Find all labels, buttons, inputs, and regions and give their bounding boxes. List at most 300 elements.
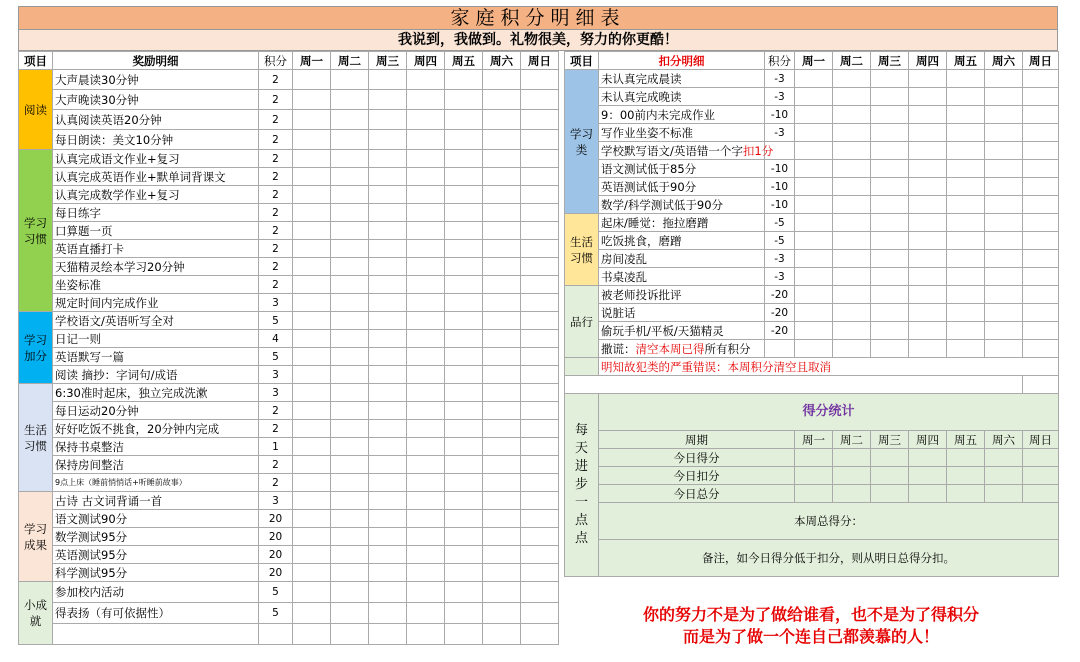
day-cell[interactable] bbox=[483, 90, 521, 110]
day-cell[interactable] bbox=[985, 340, 1023, 358]
day-cell[interactable] bbox=[293, 276, 331, 294]
day-cell[interactable] bbox=[521, 222, 559, 240]
day-cell[interactable] bbox=[407, 456, 445, 474]
day-cell[interactable] bbox=[407, 474, 445, 492]
day-cell[interactable] bbox=[947, 178, 985, 196]
day-cell[interactable] bbox=[369, 582, 407, 603]
day-cell[interactable] bbox=[833, 340, 871, 358]
day-cell[interactable] bbox=[871, 250, 909, 268]
day-cell[interactable] bbox=[909, 449, 947, 467]
day-cell[interactable] bbox=[909, 286, 947, 304]
day-cell[interactable] bbox=[795, 88, 833, 106]
day-cell[interactable] bbox=[833, 70, 871, 88]
day-cell[interactable] bbox=[407, 130, 445, 150]
day-cell[interactable] bbox=[985, 232, 1023, 250]
day-cell[interactable] bbox=[521, 384, 559, 402]
day-cell[interactable] bbox=[871, 232, 909, 250]
day-cell[interactable] bbox=[369, 222, 407, 240]
day-cell[interactable] bbox=[445, 276, 483, 294]
day-cell[interactable] bbox=[871, 467, 909, 485]
day-cell[interactable] bbox=[331, 528, 369, 546]
day-cell[interactable] bbox=[331, 438, 369, 456]
day-cell[interactable] bbox=[947, 196, 985, 214]
day-cell[interactable] bbox=[833, 286, 871, 304]
day-cell[interactable] bbox=[407, 564, 445, 582]
day-cell[interactable] bbox=[445, 204, 483, 222]
day-cell[interactable] bbox=[985, 106, 1023, 124]
day-cell[interactable] bbox=[369, 624, 407, 645]
day-cell[interactable] bbox=[985, 485, 1023, 503]
day-cell[interactable] bbox=[871, 88, 909, 106]
day-cell[interactable] bbox=[1023, 196, 1059, 214]
day-cell[interactable] bbox=[483, 528, 521, 546]
day-cell[interactable] bbox=[293, 510, 331, 528]
day-cell[interactable] bbox=[521, 130, 559, 150]
day-cell[interactable] bbox=[833, 232, 871, 250]
day-cell[interactable] bbox=[985, 142, 1023, 160]
day-cell[interactable] bbox=[985, 286, 1023, 304]
day-cell[interactable] bbox=[331, 312, 369, 330]
day-cell[interactable] bbox=[407, 168, 445, 186]
day-cell[interactable] bbox=[483, 110, 521, 130]
day-cell[interactable] bbox=[521, 366, 559, 384]
day-cell[interactable] bbox=[909, 232, 947, 250]
day-cell[interactable] bbox=[521, 582, 559, 603]
day-cell[interactable] bbox=[909, 322, 947, 340]
day-cell[interactable] bbox=[293, 456, 331, 474]
day-cell[interactable] bbox=[331, 624, 369, 645]
day-cell[interactable] bbox=[947, 449, 985, 467]
day-cell[interactable] bbox=[331, 276, 369, 294]
day-cell[interactable] bbox=[407, 384, 445, 402]
day-cell[interactable] bbox=[445, 528, 483, 546]
day-cell[interactable] bbox=[445, 492, 483, 510]
day-cell[interactable] bbox=[369, 420, 407, 438]
day-cell[interactable] bbox=[947, 485, 985, 503]
day-cell[interactable] bbox=[521, 420, 559, 438]
day-cell[interactable] bbox=[833, 268, 871, 286]
day-cell[interactable] bbox=[445, 312, 483, 330]
day-cell[interactable] bbox=[445, 366, 483, 384]
day-cell[interactable] bbox=[331, 546, 369, 564]
day-cell[interactable] bbox=[833, 178, 871, 196]
day-cell[interactable] bbox=[331, 402, 369, 420]
day-cell[interactable] bbox=[407, 186, 445, 204]
day-cell[interactable] bbox=[483, 603, 521, 624]
day-cell[interactable] bbox=[369, 276, 407, 294]
day-cell[interactable] bbox=[871, 124, 909, 142]
day-cell[interactable] bbox=[833, 322, 871, 340]
day-cell[interactable] bbox=[445, 582, 483, 603]
day-cell[interactable] bbox=[483, 456, 521, 474]
day-cell[interactable] bbox=[445, 603, 483, 624]
day-cell[interactable] bbox=[407, 330, 445, 348]
day-cell[interactable] bbox=[871, 142, 909, 160]
day-cell[interactable] bbox=[909, 70, 947, 88]
day-cell[interactable] bbox=[407, 582, 445, 603]
day-cell[interactable] bbox=[483, 258, 521, 276]
day-cell[interactable] bbox=[445, 438, 483, 456]
day-cell[interactable] bbox=[795, 160, 833, 178]
day-cell[interactable] bbox=[795, 304, 833, 322]
day-cell[interactable] bbox=[369, 474, 407, 492]
day-cell[interactable] bbox=[1023, 160, 1059, 178]
day-cell[interactable] bbox=[483, 474, 521, 492]
day-cell[interactable] bbox=[483, 510, 521, 528]
day-cell[interactable] bbox=[407, 204, 445, 222]
day-cell[interactable] bbox=[331, 420, 369, 438]
day-cell[interactable] bbox=[871, 322, 909, 340]
day-cell[interactable] bbox=[947, 124, 985, 142]
day-cell[interactable] bbox=[871, 106, 909, 124]
day-cell[interactable] bbox=[871, 196, 909, 214]
day-cell[interactable] bbox=[909, 160, 947, 178]
day-cell[interactable] bbox=[483, 186, 521, 204]
day-cell[interactable] bbox=[407, 348, 445, 366]
day-cell[interactable] bbox=[293, 603, 331, 624]
day-cell[interactable] bbox=[833, 106, 871, 124]
day-cell[interactable] bbox=[909, 340, 947, 358]
day-cell[interactable] bbox=[293, 438, 331, 456]
day-cell[interactable] bbox=[331, 366, 369, 384]
day-cell[interactable] bbox=[331, 130, 369, 150]
day-cell[interactable] bbox=[483, 546, 521, 564]
day-cell[interactable] bbox=[331, 492, 369, 510]
day-cell[interactable] bbox=[521, 258, 559, 276]
day-cell[interactable] bbox=[369, 564, 407, 582]
day-cell[interactable] bbox=[521, 204, 559, 222]
day-cell[interactable] bbox=[445, 168, 483, 186]
day-cell[interactable] bbox=[947, 304, 985, 322]
day-cell[interactable] bbox=[985, 88, 1023, 106]
day-cell[interactable] bbox=[521, 168, 559, 186]
day-cell[interactable] bbox=[293, 330, 331, 348]
day-cell[interactable] bbox=[293, 528, 331, 546]
day-cell[interactable] bbox=[795, 467, 833, 485]
day-cell[interactable] bbox=[483, 168, 521, 186]
day-cell[interactable] bbox=[407, 110, 445, 130]
day-cell[interactable] bbox=[445, 510, 483, 528]
day-cell[interactable] bbox=[483, 70, 521, 90]
day-cell[interactable] bbox=[445, 384, 483, 402]
day-cell[interactable] bbox=[331, 348, 369, 366]
day-cell[interactable] bbox=[1023, 232, 1059, 250]
day-cell[interactable] bbox=[369, 150, 407, 168]
day-cell[interactable] bbox=[985, 268, 1023, 286]
day-cell[interactable] bbox=[331, 564, 369, 582]
day-cell[interactable] bbox=[795, 485, 833, 503]
day-cell[interactable] bbox=[445, 402, 483, 420]
day-cell[interactable] bbox=[833, 485, 871, 503]
day-cell[interactable] bbox=[1023, 250, 1059, 268]
day-cell[interactable] bbox=[331, 603, 369, 624]
day-cell[interactable] bbox=[871, 286, 909, 304]
day-cell[interactable] bbox=[1023, 467, 1059, 485]
day-cell[interactable] bbox=[293, 240, 331, 258]
day-cell[interactable] bbox=[947, 142, 985, 160]
day-cell[interactable] bbox=[947, 232, 985, 250]
day-cell[interactable] bbox=[331, 70, 369, 90]
day-cell[interactable] bbox=[483, 222, 521, 240]
day-cell[interactable] bbox=[1023, 485, 1059, 503]
day-cell[interactable] bbox=[483, 582, 521, 603]
day-cell[interactable] bbox=[445, 420, 483, 438]
day-cell[interactable] bbox=[795, 106, 833, 124]
day-cell[interactable] bbox=[445, 294, 483, 312]
day-cell[interactable] bbox=[369, 456, 407, 474]
day-cell[interactable] bbox=[445, 110, 483, 130]
day-cell[interactable] bbox=[521, 294, 559, 312]
day-cell[interactable] bbox=[483, 312, 521, 330]
day-cell[interactable] bbox=[795, 449, 833, 467]
day-cell[interactable] bbox=[407, 240, 445, 258]
day-cell[interactable] bbox=[407, 528, 445, 546]
day-cell[interactable] bbox=[293, 564, 331, 582]
day-cell[interactable] bbox=[521, 330, 559, 348]
day-cell[interactable] bbox=[985, 449, 1023, 467]
day-cell[interactable] bbox=[331, 582, 369, 603]
day-cell[interactable] bbox=[293, 90, 331, 110]
day-cell[interactable] bbox=[947, 340, 985, 358]
day-cell[interactable] bbox=[985, 322, 1023, 340]
day-cell[interactable] bbox=[369, 510, 407, 528]
day-cell[interactable] bbox=[483, 492, 521, 510]
day-cell[interactable] bbox=[985, 196, 1023, 214]
day-cell[interactable] bbox=[795, 142, 833, 160]
day-cell[interactable] bbox=[445, 474, 483, 492]
day-cell[interactable] bbox=[833, 142, 871, 160]
day-cell[interactable] bbox=[407, 492, 445, 510]
day-cell[interactable] bbox=[833, 196, 871, 214]
day-cell[interactable] bbox=[293, 258, 331, 276]
day-cell[interactable] bbox=[407, 70, 445, 90]
day-cell[interactable] bbox=[521, 438, 559, 456]
day-cell[interactable] bbox=[483, 150, 521, 168]
day-cell[interactable] bbox=[909, 178, 947, 196]
day-cell[interactable] bbox=[369, 402, 407, 420]
day-cell[interactable] bbox=[407, 258, 445, 276]
day-cell[interactable] bbox=[795, 340, 833, 358]
day-cell[interactable] bbox=[483, 384, 521, 402]
day-cell[interactable] bbox=[445, 624, 483, 645]
day-cell[interactable] bbox=[483, 564, 521, 582]
day-cell[interactable] bbox=[871, 70, 909, 88]
day-cell[interactable] bbox=[909, 124, 947, 142]
day-cell[interactable] bbox=[293, 110, 331, 130]
day-cell[interactable] bbox=[293, 168, 331, 186]
day-cell[interactable] bbox=[909, 88, 947, 106]
day-cell[interactable] bbox=[1023, 340, 1059, 358]
day-cell[interactable] bbox=[331, 258, 369, 276]
day-cell[interactable] bbox=[293, 546, 331, 564]
day-cell[interactable] bbox=[521, 564, 559, 582]
day-cell[interactable] bbox=[909, 485, 947, 503]
day-cell[interactable] bbox=[483, 204, 521, 222]
day-cell[interactable] bbox=[521, 150, 559, 168]
day-cell[interactable] bbox=[985, 214, 1023, 232]
day-cell[interactable] bbox=[445, 150, 483, 168]
day-cell[interactable] bbox=[909, 196, 947, 214]
day-cell[interactable] bbox=[909, 250, 947, 268]
day-cell[interactable] bbox=[521, 312, 559, 330]
day-cell[interactable] bbox=[795, 250, 833, 268]
day-cell[interactable] bbox=[483, 240, 521, 258]
day-cell[interactable] bbox=[407, 366, 445, 384]
day-cell[interactable] bbox=[407, 402, 445, 420]
day-cell[interactable] bbox=[331, 168, 369, 186]
day-cell[interactable] bbox=[1023, 322, 1059, 340]
day-cell[interactable] bbox=[331, 240, 369, 258]
day-cell[interactable] bbox=[369, 294, 407, 312]
day-cell[interactable] bbox=[483, 402, 521, 420]
day-cell[interactable] bbox=[1023, 124, 1059, 142]
day-cell[interactable] bbox=[909, 467, 947, 485]
day-cell[interactable] bbox=[985, 304, 1023, 322]
day-cell[interactable] bbox=[833, 214, 871, 232]
day-cell[interactable] bbox=[369, 90, 407, 110]
day-cell[interactable] bbox=[369, 204, 407, 222]
day-cell[interactable] bbox=[521, 90, 559, 110]
day-cell[interactable] bbox=[293, 312, 331, 330]
day-cell[interactable] bbox=[1023, 88, 1059, 106]
day-cell[interactable] bbox=[1023, 178, 1059, 196]
day-cell[interactable] bbox=[293, 70, 331, 90]
day-cell[interactable] bbox=[1023, 142, 1059, 160]
day-cell[interactable] bbox=[331, 474, 369, 492]
day-cell[interactable] bbox=[445, 348, 483, 366]
day-cell[interactable] bbox=[871, 160, 909, 178]
day-cell[interactable] bbox=[521, 402, 559, 420]
day-cell[interactable] bbox=[331, 150, 369, 168]
day-cell[interactable] bbox=[369, 438, 407, 456]
day-cell[interactable] bbox=[947, 322, 985, 340]
day-cell[interactable] bbox=[407, 90, 445, 110]
day-cell[interactable] bbox=[947, 467, 985, 485]
day-cell[interactable] bbox=[1023, 70, 1059, 88]
day-cell[interactable] bbox=[293, 624, 331, 645]
day-cell[interactable] bbox=[445, 70, 483, 90]
day-cell[interactable] bbox=[331, 384, 369, 402]
day-cell[interactable] bbox=[445, 130, 483, 150]
day-cell[interactable] bbox=[445, 240, 483, 258]
day-cell[interactable] bbox=[407, 510, 445, 528]
day-cell[interactable] bbox=[1023, 268, 1059, 286]
day-cell[interactable] bbox=[909, 214, 947, 232]
day-cell[interactable] bbox=[833, 304, 871, 322]
day-cell[interactable] bbox=[445, 564, 483, 582]
day-cell[interactable] bbox=[947, 70, 985, 88]
day-cell[interactable] bbox=[369, 366, 407, 384]
day-cell[interactable] bbox=[293, 402, 331, 420]
day-cell[interactable] bbox=[985, 250, 1023, 268]
day-cell[interactable] bbox=[369, 546, 407, 564]
day-cell[interactable] bbox=[909, 268, 947, 286]
day-cell[interactable] bbox=[293, 492, 331, 510]
day-cell[interactable] bbox=[521, 528, 559, 546]
day-cell[interactable] bbox=[795, 286, 833, 304]
day-cell[interactable] bbox=[795, 178, 833, 196]
day-cell[interactable] bbox=[293, 150, 331, 168]
day-cell[interactable] bbox=[483, 130, 521, 150]
day-cell[interactable] bbox=[521, 603, 559, 624]
day-cell[interactable] bbox=[985, 70, 1023, 88]
day-cell[interactable] bbox=[521, 624, 559, 645]
day-cell[interactable] bbox=[445, 546, 483, 564]
day-cell[interactable] bbox=[293, 366, 331, 384]
day-cell[interactable] bbox=[947, 286, 985, 304]
day-cell[interactable] bbox=[833, 88, 871, 106]
day-cell[interactable] bbox=[1023, 214, 1059, 232]
day-cell[interactable] bbox=[369, 330, 407, 348]
day-cell[interactable] bbox=[293, 474, 331, 492]
day-cell[interactable] bbox=[407, 624, 445, 645]
day-cell[interactable] bbox=[293, 582, 331, 603]
day-cell[interactable] bbox=[483, 420, 521, 438]
day-cell[interactable] bbox=[909, 106, 947, 124]
day-cell[interactable] bbox=[833, 160, 871, 178]
day-cell[interactable] bbox=[521, 348, 559, 366]
day-cell[interactable] bbox=[445, 90, 483, 110]
day-cell[interactable] bbox=[369, 348, 407, 366]
day-cell[interactable] bbox=[833, 467, 871, 485]
day-cell[interactable] bbox=[483, 624, 521, 645]
day-cell[interactable] bbox=[909, 304, 947, 322]
day-cell[interactable] bbox=[521, 546, 559, 564]
day-cell[interactable] bbox=[293, 222, 331, 240]
day-cell[interactable] bbox=[795, 196, 833, 214]
day-cell[interactable] bbox=[947, 214, 985, 232]
day-cell[interactable] bbox=[947, 160, 985, 178]
day-cell[interactable] bbox=[369, 168, 407, 186]
day-cell[interactable] bbox=[483, 348, 521, 366]
day-cell[interactable] bbox=[331, 110, 369, 130]
day-cell[interactable] bbox=[947, 268, 985, 286]
day-cell[interactable] bbox=[795, 70, 833, 88]
day-cell[interactable] bbox=[369, 492, 407, 510]
day-cell[interactable] bbox=[331, 90, 369, 110]
day-cell[interactable] bbox=[293, 204, 331, 222]
day-cell[interactable] bbox=[795, 232, 833, 250]
day-cell[interactable] bbox=[483, 330, 521, 348]
day-cell[interactable] bbox=[483, 438, 521, 456]
day-cell[interactable] bbox=[369, 240, 407, 258]
day-cell[interactable] bbox=[833, 250, 871, 268]
day-cell[interactable] bbox=[795, 268, 833, 286]
day-cell[interactable] bbox=[331, 456, 369, 474]
day-cell[interactable] bbox=[331, 510, 369, 528]
day-cell[interactable] bbox=[947, 88, 985, 106]
day-cell[interactable] bbox=[483, 276, 521, 294]
day-cell[interactable] bbox=[521, 186, 559, 204]
day-cell[interactable] bbox=[521, 474, 559, 492]
day-cell[interactable] bbox=[331, 330, 369, 348]
day-cell[interactable] bbox=[521, 510, 559, 528]
day-cell[interactable] bbox=[293, 130, 331, 150]
day-cell[interactable] bbox=[407, 294, 445, 312]
day-cell[interactable] bbox=[985, 160, 1023, 178]
day-cell[interactable] bbox=[871, 449, 909, 467]
day-cell[interactable] bbox=[331, 204, 369, 222]
day-cell[interactable] bbox=[947, 250, 985, 268]
day-cell[interactable] bbox=[521, 70, 559, 90]
day-cell[interactable] bbox=[293, 294, 331, 312]
day-cell[interactable] bbox=[483, 366, 521, 384]
day-cell[interactable] bbox=[795, 124, 833, 142]
day-cell[interactable] bbox=[521, 456, 559, 474]
day-cell[interactable] bbox=[369, 258, 407, 276]
day-cell[interactable] bbox=[483, 294, 521, 312]
day-cell[interactable] bbox=[833, 449, 871, 467]
